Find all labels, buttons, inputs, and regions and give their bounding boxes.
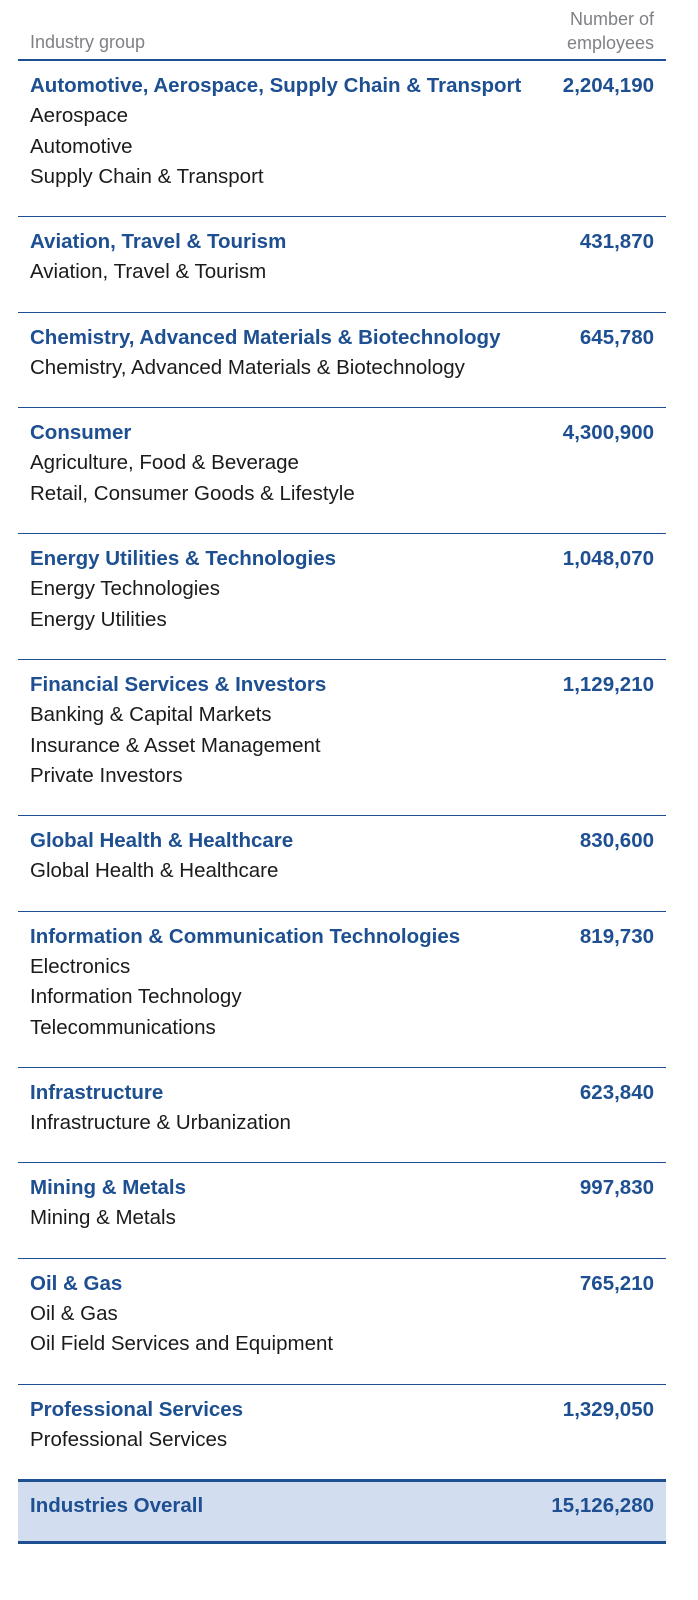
subindustry-item: Oil & Gas [30,1301,118,1325]
industry-group-row [18,816,666,912]
group-title: Chemistry, Advanced Materials & Biotechnology [30,325,501,349]
subindustry-item: Insurance & Asset Management [30,733,321,757]
industry-group-row [18,313,666,409]
group-employee-count: 830,600 [579,829,654,852]
group-title: Oil & Gas [30,1271,123,1295]
group-employee-count: 623,840 [579,1080,654,1104]
group-employee-count: 1,329,050 [562,1397,654,1421]
industry-group-row [18,1385,666,1481]
group-employee-count: 431,870 [579,230,654,253]
subindustry-item: Infrastructure & Urbanization [30,1110,291,1134]
group-employee-count: 645,780 [579,325,654,349]
group-title: Infrastructure [30,1080,164,1104]
subindustry-item: Private Investors [30,764,183,787]
group-employee-count: 765,210 [579,1271,654,1295]
industry-group-row [18,408,666,534]
group-employee-count: 1,048,070 [562,547,654,570]
employees-header-line2: employees [566,33,654,53]
group-employee-count: 2,204,190 [562,74,654,97]
group-employee-count: 819,730 [579,924,654,948]
subindustry-item: Global Health & Healthcare [30,859,279,882]
subindustry-item: Automotive [30,134,133,158]
industry-group-row [18,1259,666,1385]
group-title: Mining & Metals [30,1176,187,1199]
subindustry-item: Aerospace [30,104,129,127]
employees-table [18,0,666,1544]
industry-group-header: Industry group [30,32,146,52]
subindustry-item: Banking & Capital Markets [30,703,272,726]
employees-header [567,7,654,55]
group-title: Professional Services [30,1397,244,1421]
group-employee-count: 997,830 [579,1176,654,1199]
employees-header-line1: Number of [569,9,654,29]
industry-group-row [18,1068,666,1164]
subindustry-item: Information Technology [30,985,242,1008]
group-title: Aviation, Travel & Tourism [30,230,287,253]
group-title: Energy Utilities & Technologies [30,547,337,570]
subindustry-item: Professional Services [30,1427,228,1451]
table-header [18,0,666,61]
subindustry-item: Agriculture, Food & Beverage [30,451,299,474]
total-row [18,1479,666,1544]
subindustry-item: Telecommunications [30,1015,216,1039]
industry-group-row [18,61,666,217]
group-list [18,61,666,1480]
group-title: Consumer [30,421,132,444]
industry-group-row [18,660,666,816]
group-title: Financial Services & Investors [30,673,327,696]
group-employee-count: 4,300,900 [562,421,654,444]
group-title: Information & Communication Technologies [30,924,461,948]
subindustry-item: Chemistry, Advanced Materials & Biotechnology [30,355,465,379]
subindustry-item: Electronics [30,954,131,978]
subindustry-item: Supply Chain & Transport [30,165,264,188]
total-label: Industries Overall [30,1493,204,1517]
subindustry-item: Energy Utilities [30,607,167,631]
industry-group-row [18,534,666,660]
industry-group-row [18,217,666,313]
group-title: Automotive, Aerospace, Supply Chain & Transport [30,74,522,97]
subindustry-item: Retail, Consumer Goods & Lifestyle [30,481,355,505]
subindustry-item: Aviation, Travel & Tourism [30,260,267,283]
industry-group-row [18,912,666,1068]
group-employee-count: 1,129,210 [562,673,654,696]
group-title: Global Health & Healthcare [30,829,294,852]
industry-group-row [18,1163,666,1259]
subindustry-item: Oil Field Services and Equipment [30,1332,334,1355]
subindustry-item: Mining & Metals [30,1206,176,1229]
total-value: 15,126,280 [551,1493,654,1517]
subindustry-item: Energy Technologies [30,577,220,600]
